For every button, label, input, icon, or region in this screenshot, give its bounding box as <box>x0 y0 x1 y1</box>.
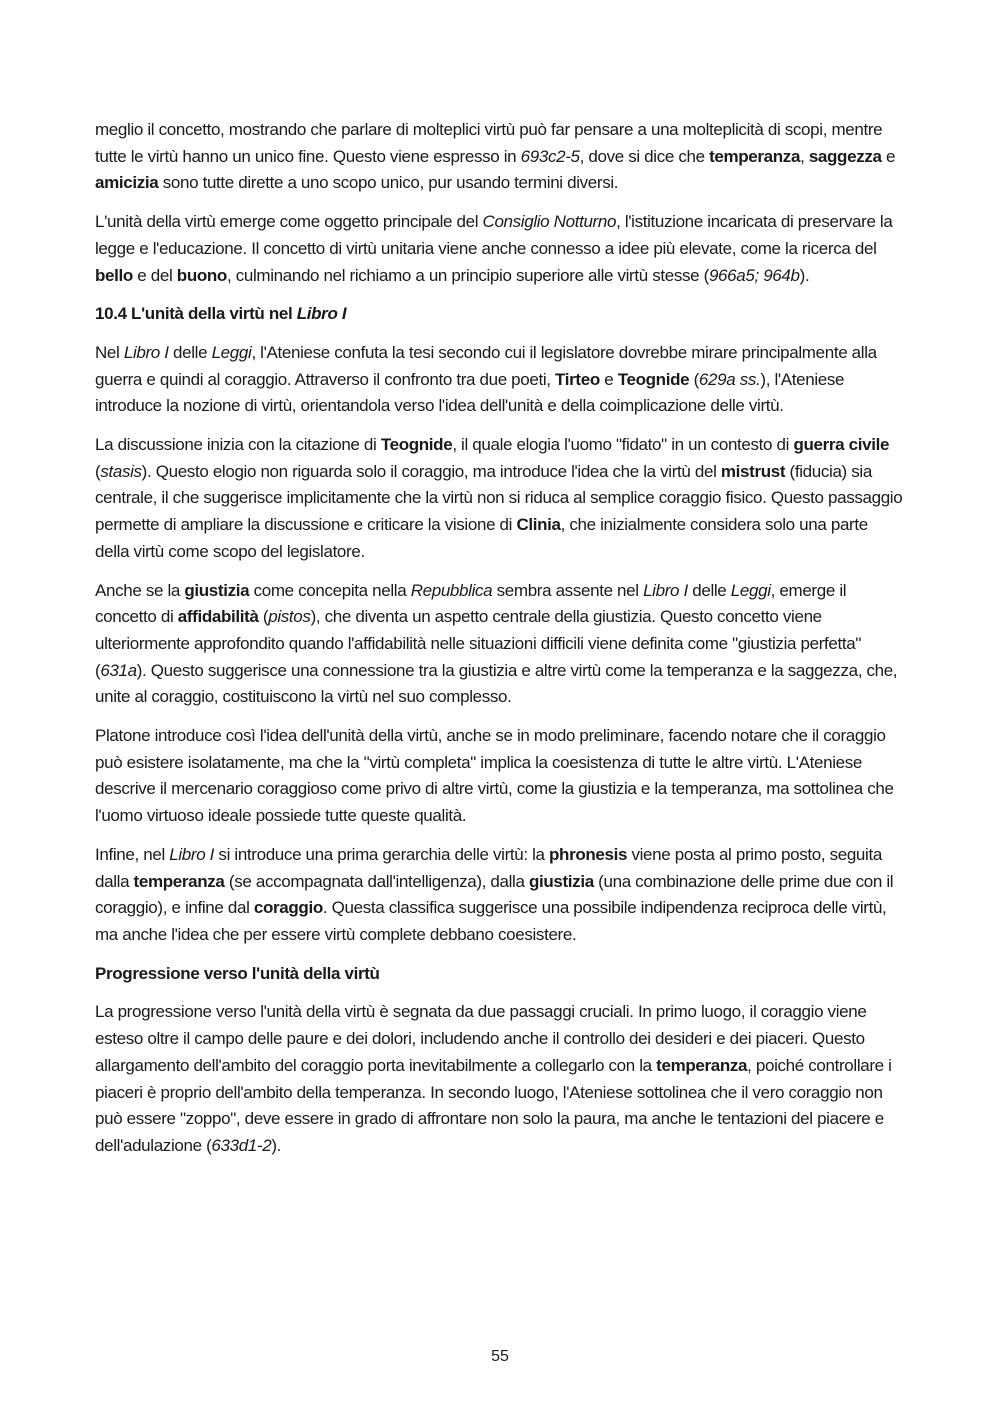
text-run: Anche se la <box>95 580 185 600</box>
text-run: come concepita nella <box>249 580 411 600</box>
text-run: ( <box>95 461 101 481</box>
text-run: . Questa classifica suggerisce una possibile indipendenza reciproca delle virtù, ma anche l'idea che per essere virtù complete debbano coesistere. <box>95 898 887 944</box>
text-run: ). Questo elogio non riguarda solo il coraggio, ma introduce l'idea che la virtù del <box>141 461 721 481</box>
italic-term: Libro I <box>296 304 347 324</box>
text-run: sembra assente nel <box>492 580 644 600</box>
italic-term: pistos <box>268 607 311 627</box>
text-run: ), che diventa un aspetto centrale della giustizia. Questo concetto viene ulteriormente approfondito quando l'affidabilità nelle situazioni difficili viene definita come "giustizia perfetta" ( <box>95 607 862 680</box>
italic-term: 631a <box>100 660 137 680</box>
italic-term: 629a ss. <box>698 369 761 389</box>
text-run: La progressione verso l'unità della virtù è segnata da due passaggi cruciali. In primo luogo, il coraggio viene esteso oltre il campo delle paure e dei dolori, includendo anche il controllo dei desideri e dei piaceri. Questo allargamento dell'ambito del coraggio porta inevitabilmente a collegarlo con la <box>95 1002 867 1075</box>
bold-term: amicizia <box>95 173 159 193</box>
text-run: meglio il concetto, mostrando che parlare di molteplici virtù può far pensare a una molteplicità di scopi, mentre tutte le virtù hanno un unico fine. Questo viene espresso in <box>95 120 883 166</box>
text-run: , che inizialmente considera solo una parte della virtù come scopo del legislatore. <box>95 515 868 561</box>
bold-term: buono <box>176 265 227 285</box>
body-paragraph <box>95 842 905 949</box>
bold-term: bello <box>95 265 133 285</box>
text-run: , il quale elogia l'uomo "fidato" in un contesto di <box>452 435 794 455</box>
body-paragraph <box>95 432 905 566</box>
body-paragraph <box>95 340 905 420</box>
bold-term: Tirteo <box>555 369 600 389</box>
bold-term: affidabilità <box>177 607 259 627</box>
text-run: 10.4 L'unità della virtù nel <box>95 304 297 324</box>
text-run: ). <box>271 1135 282 1155</box>
bold-term: Clinia <box>516 515 561 535</box>
text-run: e <box>881 146 896 166</box>
italic-term: 633d1-2 <box>211 1135 272 1155</box>
text-run: ( <box>258 607 269 627</box>
italic-term: Repubblica <box>410 580 493 600</box>
text-run: Nel <box>95 342 124 362</box>
bold-term: Teognide <box>617 369 690 389</box>
text-run: ). <box>799 265 810 285</box>
bold-term: giustizia <box>184 580 250 600</box>
body-paragraph <box>95 117 905 197</box>
page-number: 55 <box>491 1348 509 1365</box>
text-run: ), l'Ateniese introduce la nozione di virtù, orientandola verso l'idea dell'unità e della coimplicazione delle virtù. <box>95 369 845 416</box>
body-paragraph <box>95 723 905 830</box>
italic-term: Libro I <box>123 342 169 362</box>
bold-term: temperanza <box>656 1055 748 1075</box>
text-run: , <box>800 146 809 166</box>
bold-term: temperanza <box>133 871 225 891</box>
italic-term: Libro I <box>169 844 215 864</box>
text-run: , poiché controllare i piaceri è proprio dell'ambito della temperanza. In secondo luogo, l'Ateniese sottolinea che il vero coraggio non può essere "zoppo", deve essere in grado di affrontare non solo la paura, ma anche le tentazioni del piacere e dell'adulazione ( <box>95 1055 892 1155</box>
bold-term: saggezza <box>808 146 882 166</box>
text-run: delle <box>687 580 731 600</box>
section-heading <box>95 961 905 988</box>
text-run: ( <box>689 369 699 389</box>
body-paragraph <box>95 578 905 712</box>
text-run: , culminando nel richiamo a un principio superiore alle virtù stesse ( <box>226 265 709 285</box>
text-run: , dove si dice che <box>579 146 710 166</box>
text-run: L'unità della virtù emerge come oggetto principale del <box>95 212 483 232</box>
text-run: Progressione verso l'unità della virtù <box>95 963 380 983</box>
text-run: ). Questo suggerisce una connessione tra la giustizia e altre virtù come la temperanza e la saggezza, che, unite al coraggio, costituiscono la virtù nel suo complesso. <box>95 660 898 707</box>
italic-term: Leggi <box>211 342 252 362</box>
text-run: , l'istituzione incaricata di preservare la legge e l'educazione. Il concetto di virtù unitaria viene anche connesso a idee più elevate, come la ricerca del <box>95 212 893 258</box>
bold-term: phronesis <box>549 844 628 864</box>
page-body <box>95 117 905 1172</box>
bold-term: Teognide <box>380 435 453 455</box>
text-run: (una combinazione delle prime due con il coraggio), e infine dal <box>95 871 894 918</box>
text-run: La discussione inizia con la citazione di <box>95 435 381 455</box>
body-paragraph <box>95 209 905 289</box>
italic-term: Consiglio Notturno <box>482 212 617 232</box>
bold-term: coraggio <box>253 898 323 918</box>
section-heading <box>95 301 905 328</box>
bold-term: guerra civile <box>793 435 890 455</box>
italic-term: 693c2-5 <box>520 146 580 166</box>
body-paragraph <box>95 999 905 1159</box>
text-run: , emerge il concetto di <box>95 580 847 627</box>
text-run: (fiducia) sia centrale, il che suggerisce implicitamente che la virtù non si riduca al semplice coraggio fisico. Questo passaggio permette di ampliare la discussione e criticare la visione di <box>95 461 903 535</box>
italic-term: stasis <box>100 461 142 481</box>
bold-term: temperanza <box>709 146 801 166</box>
text-run: viene posta al primo posto, seguita dalla <box>95 844 882 891</box>
italic-term: Leggi <box>730 580 771 600</box>
text-run: Infine, nel <box>95 844 170 864</box>
text-run: delle <box>168 342 212 362</box>
bold-term: giustizia <box>528 871 594 891</box>
bold-term: mistrust <box>720 461 786 481</box>
italic-term: Libro I <box>643 580 688 600</box>
text-run: (se accompagnata dall'intelligenza), dalla <box>224 871 529 891</box>
text-run: sono tutte dirette a uno scopo unico, pur usando termini diversi. <box>158 173 619 193</box>
text-run: , l'Ateniese confuta la tesi secondo cui il legislatore dovrebbe mirare principalmente alla guerra e quindi al coraggio. Attraverso il confronto tra due poeti, <box>95 342 877 389</box>
italic-term: 966a5; 964b <box>708 265 800 285</box>
text-run: e del <box>132 265 177 285</box>
text-run: Platone introduce così l'idea dell'unità della virtù, anche se in modo preliminare, facendo notare che il coraggio può esistere isolatamente, ma che la "virtù completa" implica la coesistenza di tutte le altre virtù. L'Ateniese descrive il mercenario coraggioso come privo di altre virtù, come la giustizia e la temperanza, ma sottolinea che l'uomo virtuoso ideale possiede tutte queste qualità. <box>95 726 894 826</box>
text-run: e <box>599 369 618 389</box>
text-run: si introduce una prima gerarchia delle virtù: la <box>214 844 550 864</box>
